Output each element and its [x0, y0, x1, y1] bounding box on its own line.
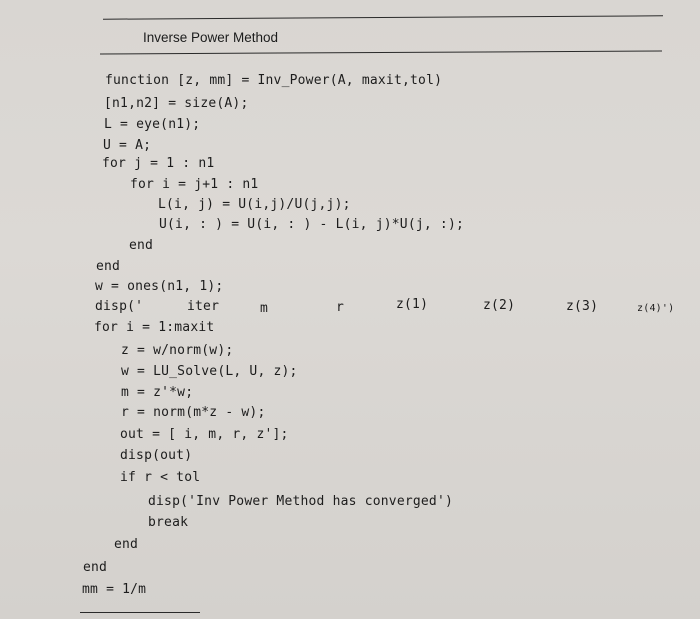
code-line: mm = 1/m — [82, 582, 147, 597]
code-line: function [z, mm] = Inv_Power(A, maxit,tol) — [105, 73, 443, 88]
disp-column-label: z(1) — [396, 297, 429, 312]
code-line: end — [83, 560, 108, 575]
code-line: m = z'*w; — [121, 385, 194, 400]
disp-column-label: r — [336, 300, 345, 315]
top-rule — [103, 15, 663, 19]
disp-column-label: z(2) — [483, 298, 516, 313]
code-line: w = ones(n1, 1); — [95, 279, 224, 294]
code-line: disp(' — [95, 299, 144, 314]
code-line: end — [129, 238, 154, 253]
code-line: [n1,n2] = size(A); — [104, 96, 249, 111]
bottom-rule — [80, 612, 200, 613]
disp-column-label: z(4)') — [637, 303, 675, 314]
code-line: disp('Inv Power Method has converged') — [148, 494, 454, 509]
code-line: if r < tol — [120, 470, 201, 485]
code-line: z = w/norm(w); — [121, 343, 234, 358]
code-line: for i = j+1 : n1 — [130, 177, 259, 192]
code-line: out = [ i, m, r, z']; — [120, 427, 289, 442]
section-heading: Inverse Power Method — [143, 30, 279, 45]
disp-column-label: m — [260, 301, 269, 316]
code-line: L = eye(n1); — [104, 117, 201, 132]
code-line: for j = 1 : n1 — [102, 156, 215, 171]
heading-rule — [100, 51, 662, 55]
disp-column-label: z(3) — [566, 299, 599, 314]
code-line: L(i, j) = U(i,j)/U(j,j); — [158, 197, 351, 212]
disp-column-label: iter — [187, 299, 220, 314]
code-line: disp(out) — [120, 448, 193, 463]
code-line: U = A; — [103, 138, 152, 153]
code-line: U(i, : ) = U(i, : ) - L(i, j)*U(j, :); — [159, 217, 465, 232]
code-line: r = norm(m*z - w); — [121, 405, 266, 420]
code-line: end — [114, 537, 139, 552]
code-line: for i = 1:maxit — [94, 320, 215, 335]
code-line: end — [96, 259, 121, 274]
code-line: break — [148, 515, 189, 530]
code-line: w = LU_Solve(L, U, z); — [121, 364, 298, 379]
